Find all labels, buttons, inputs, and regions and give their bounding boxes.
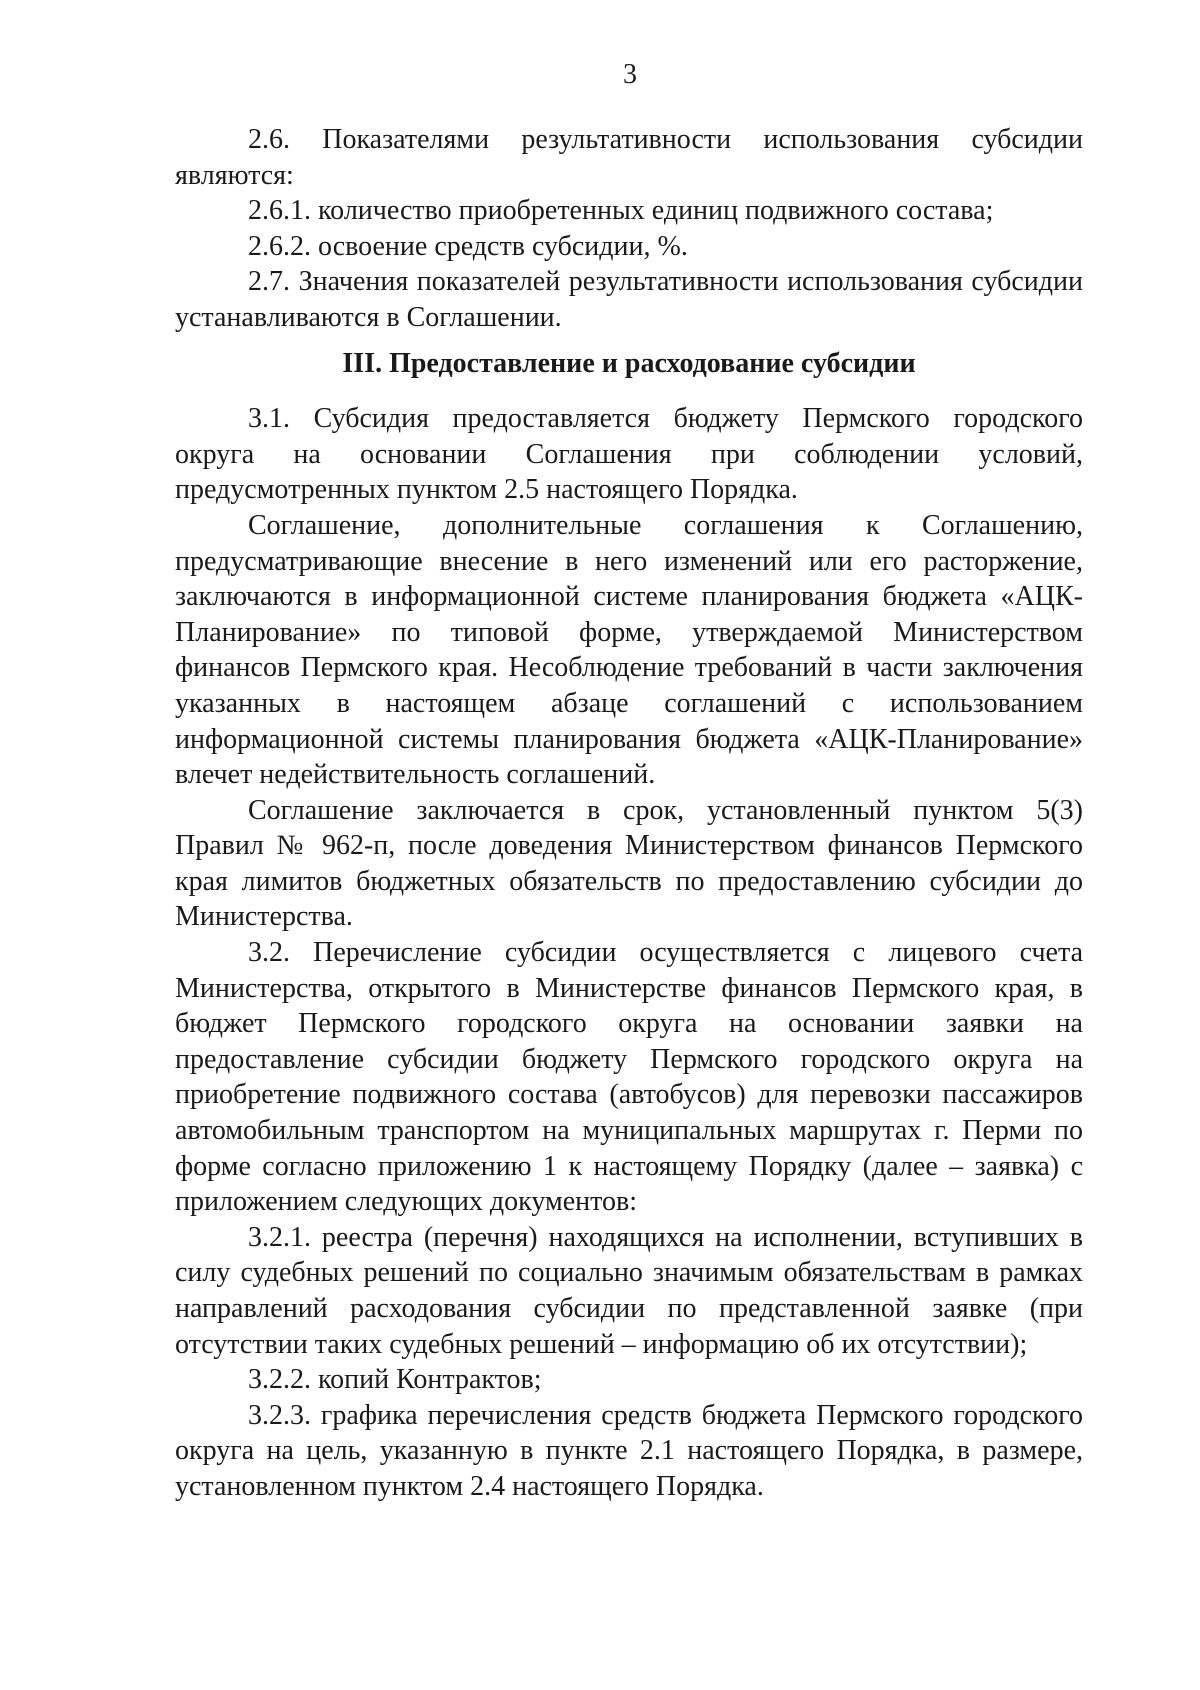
paragraph-agreement-system: Соглашение, дополнительные соглашения к Соглашению, предусматривающие внесение в него изменений или его расторжение, заключаются в информационной системе планирования бюджета «АЦК-Планирование» по типовой форме, утверждаемой Министерством финансов Пермского края. Несоблюдение требований в части заключения указанных в настоящем абзаце соглашений с использованием информационной системы планирования бюджета «АЦК-Планирование» влечет недействительность соглашений. bbox=[175, 509, 1083, 791]
paragraph-2-7: 2.7. Значения показателей результативности использования субсидии устанавливаются в Соглашении. bbox=[175, 266, 1083, 333]
paragraph-3-2: 3.2. Перечисление субсидии осуществляется с лицевого счета Министерства, открытого в Министерстве финансов Пермского края, в бюджет Пермского городского округа на основании заявки на предоставление субсидии бюджету Пермского городского округа на приобретение подвижного состава (автобусов) для перевозки пассажиров автомобильным транспортом на муниципальных маршрутах г. Перми по форме согласно приложению 1 к настоящему Порядку (далее – заявка) с приложением следующих документов: bbox=[175, 937, 1083, 1218]
paragraph-agreement-term: Соглашение заключается в срок, установленный пунктом 5(3) Правил № 962-п, после доведения Министерством финансов Пермского края лимитов бюджетных обязательств по предоставлению субсидии до Министерства. bbox=[175, 794, 1083, 933]
paragraph-3-2-3: 3.2.3. графика перечисления средств бюджета Пермского городского округа на цель, указанную в пункте 2.1 настоящего Порядка, в размере, установленном пунктом 2.4 настоящего Порядка. bbox=[175, 1399, 1083, 1502]
section-heading: III. Предоставление и расходование субсидии bbox=[342, 347, 916, 379]
paragraph-3-1: 3.1. Субсидия предоставляется бюджету Пермского городского округа на основании Соглашения при соблюдении условий, предусмотренных пунктом 2.5 настоящего Порядка. bbox=[175, 403, 1083, 506]
page-number: 3 bbox=[623, 59, 637, 90]
document-body bbox=[175, 122, 1083, 1505]
paragraph-3-2-2: 3.2.2. копий Контрактов; bbox=[248, 1364, 542, 1396]
paragraph-3-2-1: 3.2.1. реестра (перечня) находящихся на исполнении, вступивших в силу судебных решений по социально значимым обязательствам в рамках направлений расходования субсидии по представленной заявке (при отсутствии таких судебных решений – информацию об их отсутствии); bbox=[175, 1221, 1083, 1360]
paragraph-2-6: 2.6. Показателями результативности использования субсидии являются: bbox=[175, 124, 1083, 191]
paragraph-2-6-1: 2.6.1. количество приобретенных единиц подвижного состава; bbox=[248, 195, 994, 227]
paragraph-2-6-2: 2.6.2. освоение средств субсидии, %. bbox=[248, 230, 688, 262]
